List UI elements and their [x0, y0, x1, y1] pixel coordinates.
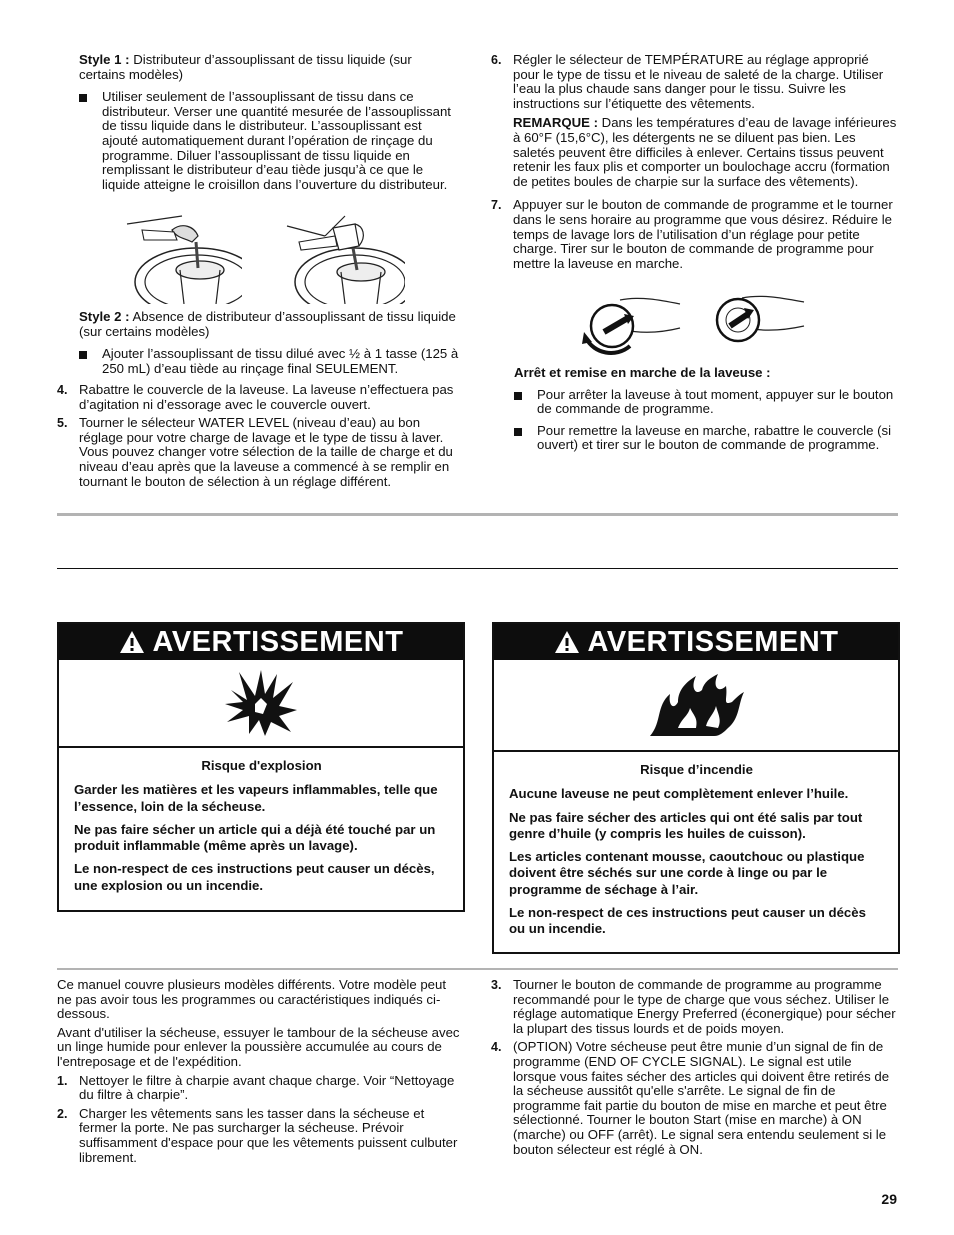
warning-header	[59, 624, 463, 660]
page-number: 29	[881, 1191, 897, 1207]
style1-bullet	[79, 90, 461, 192]
style2-bullet	[79, 347, 461, 376]
stop-heading: Arrêt et remise en marche de la laveuse :	[514, 365, 771, 380]
note-text: Dans les températures d’eau de lavage inférieures à 60°F (15,6°C), les détergents ne se diluent pas bien. Les saletés peuvent être difficiles à enlever. Certains tissus peuvent retenir les faux plis et comporter un boulochage accru (formation de petites boules de charpie sur la surface des vêtements).	[513, 115, 897, 189]
bottom-right-column	[491, 978, 897, 1157]
warning-risk: Risque d'explosion	[201, 758, 322, 773]
step-1-dryer	[57, 1074, 461, 1103]
step-text: Nettoyer le filtre à charpie avant chaque charge. Voir “Nettoyage du filtre à charpie”.	[79, 1072, 455, 1103]
warning-box-explosion	[57, 622, 465, 912]
step-text: Appuyer sur le bouton de commande de programme et le tourner dans le sens horaire au programme que vous désirez. Réduire le temps de lavage lors de l’utilisation d’un réglage pour petite charge. Tirer sur le bouton de commande de programme pour mettre la laveuse en marche.	[513, 197, 893, 271]
section-rule-gray-top	[57, 513, 898, 516]
step-7-washer	[491, 198, 897, 271]
warning-text	[494, 752, 898, 938]
warning-para-3: Le non-respect de ces instructions peut causer un décès, une explosion ou un incendie.	[74, 861, 435, 893]
dispenser-pouring-illustration-1	[122, 212, 242, 304]
bottom-left-column	[57, 978, 461, 1165]
step-2-dryer	[57, 1107, 461, 1165]
warning-triangle-icon	[119, 630, 145, 654]
top-left-column-lower	[79, 310, 461, 376]
step-number: 5.	[57, 416, 68, 431]
bullet-square-icon	[514, 392, 522, 400]
stop-bullet-text: Pour arrêter la laveuse à tout moment, appuyer sur le bouton de commande de programme.	[537, 386, 894, 417]
top-right-column	[491, 53, 897, 271]
top-left-column	[79, 53, 461, 192]
warning-para-1: Aucune laveuse ne peut complètement enlever l’huile.	[509, 786, 849, 802]
warning-text	[59, 748, 463, 894]
intro-paragraph-2: Avant d'utiliser la sécheuse, essuyer le tambour de la sécheuse avec un linge humide pour enlever la poussière accumulée au cours de l'entreposage et de l'expédition.	[57, 1024, 460, 1069]
step-number: 4.	[57, 383, 68, 397]
step-text: (OPTION) Votre sécheuse peut être munie d’un signal de fin de programme (END OF CYCLE SIGNAL). Le signal est utile lorsque vous faites sécher des articles qui doivent être retirés de la sécheuse aussitôt qu'elle s'arrête. Le signal de fin de programme fait partie du bouton de mise en marche et peut être sélectionné. Tourner le bouton Start (mise en marche) à ON (marche) ou OFF (arrêt). Le signal sera entendu seulement si le bouton sélecteur est réglé à ON.	[513, 1039, 890, 1157]
step-text: Rabattre le couvercle de la laveuse. La laveuse n’effectuera pas d’agitation ni d’essorage avec le couvercle ouvert.	[79, 382, 454, 412]
warning-para-2: Ne pas faire sécher des articles qui ont été salis par tout genre d’huile (y compris les huiles de cuisson).	[509, 809, 863, 841]
knob-push-turn-illustration	[580, 292, 688, 358]
stop-restart-section	[514, 366, 897, 453]
intro-paragraph-1: Ce manuel couvre plusieurs modèles différents. Votre modèle peut ne pas avoir tous les programmes ou caractéristiques indiqués ci-dessous.	[57, 977, 447, 1022]
top-left-steps	[57, 383, 461, 489]
note-paragraph	[491, 116, 897, 189]
fire-icon	[648, 672, 744, 738]
style1-text: Distributeur d’assouplissant de tissu liquide (sur certains modèles)	[79, 52, 412, 82]
step-number: 3.	[491, 978, 502, 992]
warning-triangle-icon	[554, 630, 580, 654]
step-number: 1.	[57, 1073, 68, 1088]
warning-title: AVERTISSEMENT	[587, 625, 839, 658]
dispenser-pouring-illustration-2	[285, 212, 405, 304]
style1-label: Style 1 :	[79, 52, 130, 67]
stop-bullet-text: Pour remettre la laveuse en marche, rabattre le couvercle (si ouvert) et tirer sur le bouton de commande de programme.	[537, 422, 892, 453]
step-number: 6.	[491, 53, 502, 67]
warning-header	[494, 624, 898, 660]
warning-para-2: Ne pas faire sécher un article qui a déjà été touché par un produit inflammable (même après un lavage).	[74, 821, 436, 854]
step-number: 2.	[57, 1106, 68, 1121]
style1-paragraph	[79, 53, 461, 82]
step-number: 4.	[491, 1040, 502, 1055]
style2-bullet-text: Ajouter l’assouplissant de tissu dilué avec ½ à 1 tasse (125 à 250 mL) d’eau tiède au rinçage final SEULEMENT.	[102, 346, 459, 376]
step-3-dryer	[491, 978, 897, 1036]
bullet-square-icon	[79, 94, 87, 102]
step-4-washer	[57, 383, 461, 412]
style1-bullet-text: Utiliser seulement de l’assouplissant de tissu dans ce distributeur. Verser une quantité mesurée de l’assouplissant de tissu liquide dans le distributeur. L’assouplissant est ajouté automatiquement durant l’opération de rinçage du programme. Diluer l’assouplissant de tissu liquide en remplissant le distributeur d’eau tiède jusqu’à ce que le liquide atteigne le croisillon dans l’ouverture du distributeur.	[102, 89, 451, 192]
bullet-square-icon	[514, 428, 522, 436]
warning-box-fire	[492, 622, 900, 954]
note-label: REMARQUE :	[513, 115, 598, 131]
step-6-washer	[491, 53, 897, 111]
explosion-icon	[225, 670, 297, 736]
step-text: Tourner le sélecteur WATER LEVEL (niveau d’eau) au bon réglage pour votre charge de lavage et le type de tissu à laver. Vous pouvez changer votre sélection de la taille de charge et du niveau d’eau après que la laveuse a commencé à se remplir en tournant le bouton de sélection à un réglage différent.	[79, 415, 453, 489]
step-text: Régler le sélecteur de TEMPÉRATURE au réglage approprié pour le type de tissu et le niveau de saleté de la charge. Utiliser l’eau la plus chaude sans danger pour le tissu. Suivre les instructions sur l’étiquette des vêtements.	[513, 52, 884, 111]
warning-pictogram	[59, 660, 463, 748]
warning-para-1: Garder les matières et les vapeurs inflammables, telle que l’essence, loin de la sécheuse.	[74, 782, 438, 814]
section-rule-gray-bottom	[57, 968, 898, 970]
warning-para-4: Le non-respect de ces instructions peut causer un décès ou un incendie.	[509, 905, 866, 937]
section-rule-black	[57, 568, 898, 569]
stop-bullet-1	[514, 388, 897, 417]
warning-pictogram	[494, 660, 898, 752]
step-number: 7.	[491, 198, 502, 213]
warning-risk: Risque d’incendie	[640, 762, 753, 777]
style2-paragraph	[79, 310, 461, 339]
step-text: Tourner le bouton de commande de programme au programme recommandé pour le type de charge que vous séchez. Utiliser le réglage automatique Energy Preferred (éconergique) pour sécher la plupart des tissus lourds et de poids moyen.	[513, 977, 896, 1036]
style2-label: Style 2 :	[79, 309, 130, 324]
stop-bullet-2	[514, 424, 897, 453]
warning-para-3: Les articles contenant mousse, caoutchouc ou plastique doivent être séchés sur une corde à linge ou par le programme de séchage à l’air.	[509, 849, 865, 897]
step-text: Charger les vêtements sans les tasser dans la sécheuse et fermer la porte. Ne pas surcharger la sécheuse. Prévoir suffisamment d'espace pour que les vêtements puissent culbuter librement.	[79, 1105, 458, 1165]
warning-title: AVERTISSEMENT	[152, 625, 404, 658]
step-4-dryer	[491, 1040, 897, 1157]
knob-pull-illustration	[712, 292, 812, 348]
bullet-square-icon	[79, 351, 87, 359]
step-5-washer	[57, 416, 461, 489]
style2-text: Absence de distributeur d’assouplissant de tissu liquide (sur certains modèles)	[79, 309, 456, 339]
